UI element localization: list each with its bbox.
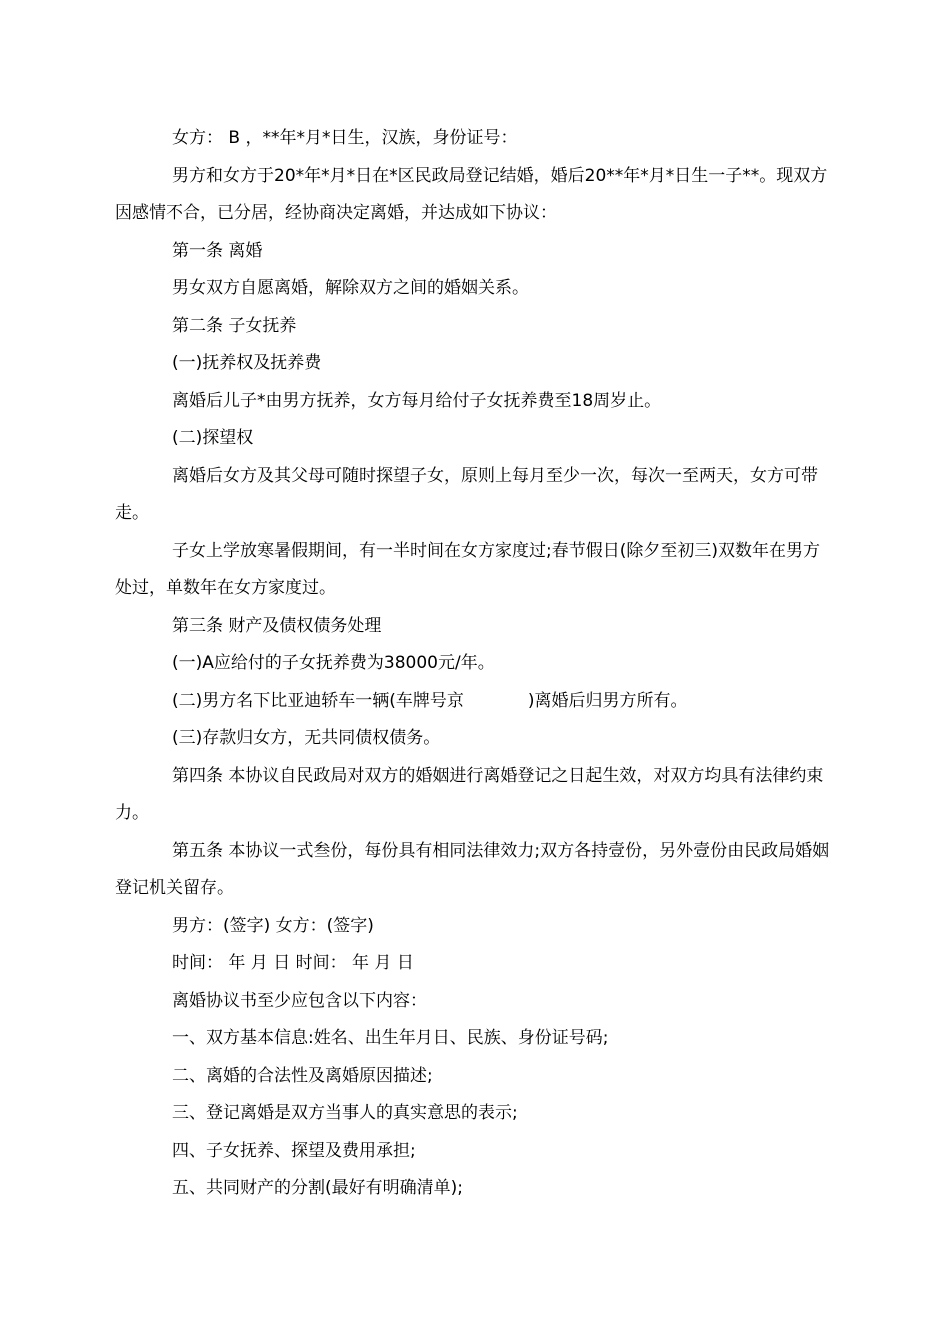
article-3-item-2-end: )离婚后归男方所有。 (527, 690, 688, 711)
article-2-sub-1-heading: (一)抚养权及抚养费 (172, 353, 322, 373)
article-2-sub-2-body-2: 子女上学放寒暑假期间，有一半时间在女方家度过;春节假日(除夕至初三)双数年在男方处过，单数年在女方家度过。 (115, 540, 820, 598)
article-2-sub-2-heading: (二)探望权 (172, 428, 254, 448)
contents-item-5: 五、共同财产的分割(最好有明确清单); (172, 1178, 463, 1198)
agreement-text (115, 120, 835, 1208)
intro-paragraph: 男方和女方于20*年*月*日在*区民政局登记结婚，婚后20**年*月*日生一子**。现双方因感情不合，已分居，经协商决定离婚，并达成如下协议： (115, 165, 828, 223)
date-line: 时间： 年 月 日 时间： 年 月 日 (172, 953, 414, 973)
article-5: 第五条 本协议一式叁份，每份具有相同法律效力;双方各持壹份，另外壹份由民政局婚姻登记机关留存。 (115, 840, 830, 898)
article-3-item-2-start: (二)男方名下比亚迪轿车一辆(车牌号京 (172, 690, 464, 711)
article-1-body: 男女双方自愿离婚，解除双方之间的婚姻关系。 (172, 278, 529, 298)
article-3-item-2 (115, 683, 835, 721)
article-4: 第四条 本协议自民政局对双方的婚姻进行离婚登记之日起生效，对双方均具有法律约束力。 (115, 765, 824, 823)
contents-item-4: 四、子女抚养、探望及费用承担; (172, 1140, 416, 1161)
contents-intro: 离婚协议书至少应包含以下内容： (172, 990, 427, 1011)
contents-item-1: 一、双方基本信息:姓名、出生年月日、民族、身份证号码; (172, 1028, 609, 1048)
article-3-item-3: (三)存款归女方，无共同债权债务。 (172, 728, 441, 748)
signature-line: 男方：(签字) 女方：(签字) (172, 915, 374, 936)
article-2-title: 第二条 子女抚养 (172, 315, 297, 336)
contents-item-2: 二、离婚的合法性及离婚原因描述; (172, 1065, 433, 1086)
female-party-info: 女方： B ，**年*月*日生，汉族，身份证号： (172, 128, 518, 148)
article-3-title: 第三条 财产及债权债务处理 (172, 615, 382, 636)
contents-item-3: 三、登记离婚是双方当事人的真实意思的表示; (172, 1103, 518, 1123)
article-1-title: 第一条 离婚 (172, 240, 263, 261)
article-2-sub-1-body: 离婚后儿子*由男方抚养，女方每月给付子女抚养费至18周岁止。 (172, 390, 662, 411)
article-3-item-1: (一)A应给付的子女抚养费为38000元/年。 (172, 653, 495, 673)
article-2-sub-2-body: 离婚后女方及其父母可随时探望子女，原则上每月至少一次，每次一至两天，女方可带走。 (115, 465, 818, 523)
